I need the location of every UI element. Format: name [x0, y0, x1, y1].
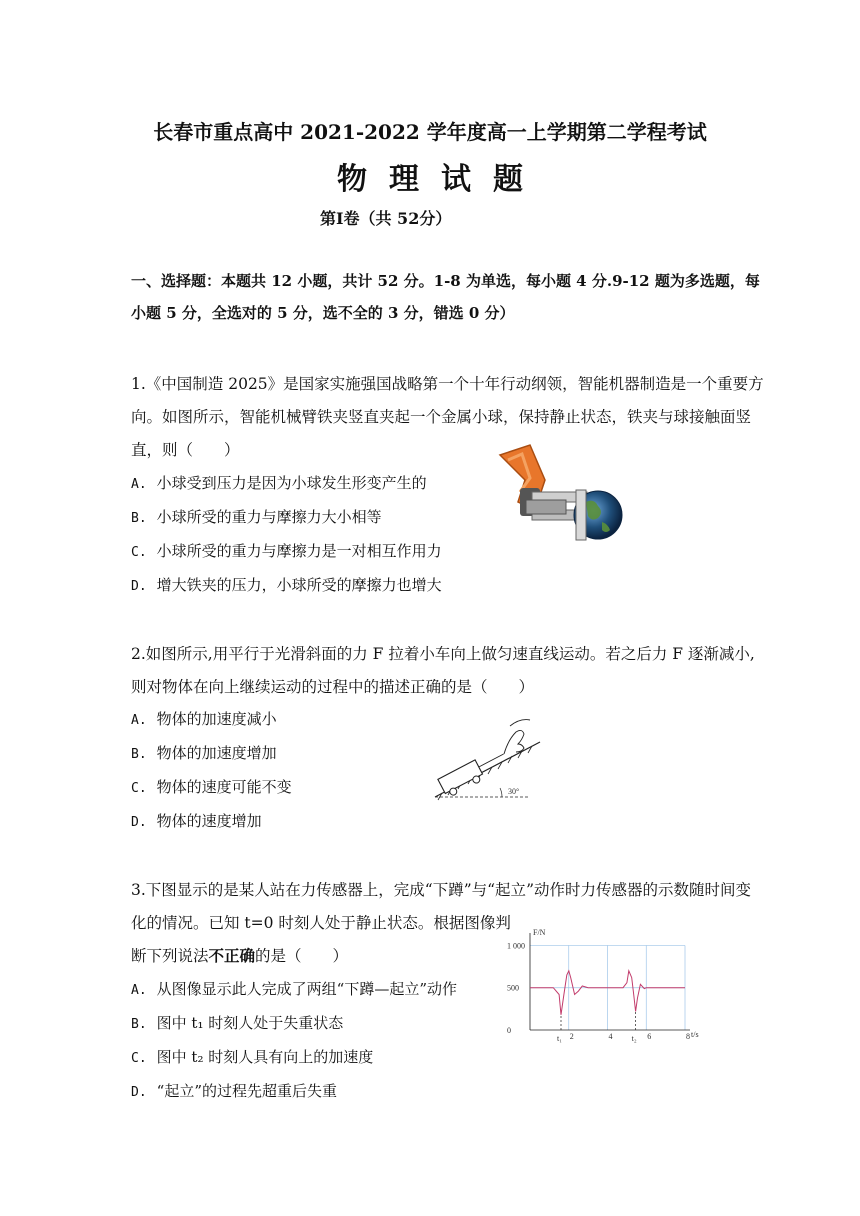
q1-option-a[interactable] [131, 472, 427, 493]
incline-figure [430, 712, 550, 812]
option-letter: D. [131, 815, 147, 830]
option-text: 从图像显示此人完成了两组“下蹲—起立”动作 [156, 980, 457, 998]
option-text: 小球所受的重力与摩擦力是一对相互作用力 [156, 542, 442, 560]
x-tick-label: 2 [569, 1032, 574, 1041]
option-letter: C. [131, 1051, 147, 1066]
option-letter: B. [131, 511, 147, 526]
x-tick-label: 8 [686, 1032, 690, 1041]
q1-stem-line2: 向。如图所示，智能机械臂铁夹竖直夹起一个金属小球，保持静止状态，铁夹与球接触面竖 [131, 408, 752, 426]
option-letter: C. [131, 781, 147, 796]
option-letter: B. [131, 747, 147, 762]
volume-heading: 第Ⅰ卷（共 52分） [320, 209, 452, 228]
option-text: 图中 t₂ 时刻人具有向上的加速度 [156, 1048, 374, 1066]
x-tick-label: 6 [647, 1032, 652, 1041]
option-text: 物体的速度增加 [156, 812, 262, 830]
q3-option-d[interactable] [131, 1080, 337, 1101]
option-letter: D. [131, 579, 147, 594]
y-tick-label: 500 [507, 983, 519, 993]
y-tick-label: 0 [507, 1026, 511, 1035]
q2-option-d[interactable] [131, 810, 262, 831]
q1-option-d[interactable] [131, 574, 442, 595]
q3-option-a[interactable] [131, 978, 457, 999]
q3-stem-pre: 断下列说法 [131, 947, 209, 965]
q2-option-c[interactable] [131, 776, 292, 797]
q3-stem-line2: 化的情况。已知 t=0 时刻人处于静止状态。根据图像判 [131, 914, 511, 932]
q3-stem-line1: 3.下图显示的是某人站在力传感器上，完成“下蹲”与“起立”动作时力传感器的示数随时间变 [131, 881, 751, 899]
subject-title: 物理试题 [337, 162, 545, 197]
q3-option-b[interactable] [131, 1012, 343, 1033]
cart [438, 747, 510, 798]
q2-option-b[interactable] [131, 742, 277, 763]
option-letter: A. [131, 477, 147, 492]
y-tick-label: 1 000 [507, 941, 525, 951]
x-tick-label: 4 [608, 1032, 613, 1041]
marker-label: t₁ [557, 1034, 563, 1043]
option-letter: A. [131, 713, 147, 728]
option-text: 图中 t₁ 时刻人处于失重状态 [156, 1014, 344, 1032]
q1-option-c[interactable] [131, 540, 442, 561]
option-letter: B. [131, 1017, 147, 1032]
x-axis-label: t/s [691, 1030, 699, 1039]
q3-stem-emphasis: 不正确 [208, 946, 256, 965]
q3-stem-line3 [131, 944, 348, 966]
option-text: 增大铁夹的压力，小球所受的摩擦力也增大 [156, 576, 442, 594]
force-time-chart [505, 925, 705, 1045]
q3-option-c[interactable] [131, 1046, 373, 1067]
q2-option-a[interactable] [131, 708, 277, 729]
option-text: 物体的加速度减小 [156, 710, 277, 728]
angle-label: 30° [508, 787, 520, 796]
option-text: 物体的速度可能不变 [156, 778, 292, 796]
option-text: 小球受到压力是因为小球发生形变产生的 [156, 474, 427, 492]
option-letter: A. [131, 983, 147, 998]
q2-stem-line1: 2.如图所示,用平行于光滑斜面的力 F 拉着小车向上做匀速直线运动。若之后力 F 逐渐减小, [131, 645, 755, 663]
q3-stem-post: 的是（ ） [255, 947, 349, 965]
option-text: “起立”的过程先超重后失重 [156, 1082, 337, 1100]
option-text: 物体的加速度增加 [156, 744, 277, 762]
q2-stem-line2: 则对物体在向上继续运动的过程中的描述正确的是（ ） [131, 678, 535, 696]
q1-stem-line3: 直，则（ ） [131, 441, 240, 459]
option-text: 小球所受的重力与摩擦力大小相等 [156, 508, 382, 526]
marker-label: t₂ [631, 1034, 637, 1043]
hand-icon [504, 730, 524, 754]
q1-stem-line1: 1.《中国制造 2025》是国家实施强国战略第一个十年行动纲领，智能机器制造是一个重要方 [131, 375, 764, 393]
school-title: 长春市重点高中 2021-2022 学年度高一上学期第二学程考试 [153, 120, 707, 144]
q1-option-b[interactable] [131, 506, 382, 527]
y-axis-label: F/N [533, 928, 546, 937]
section-instructions-line2: 小题 5 分，全选对的 5 分，选不全的 3 分，错选 0 分） [131, 304, 515, 322]
option-letter: D. [131, 1085, 147, 1100]
option-letter: C. [131, 545, 147, 560]
section-instructions-line1: 一、选择题：本题共 12 小题，共计 52 分。1-8 为单选，每小题 4 分.9-12 题为多选题，每 [131, 272, 760, 290]
robot-arm-figure [490, 440, 630, 555]
